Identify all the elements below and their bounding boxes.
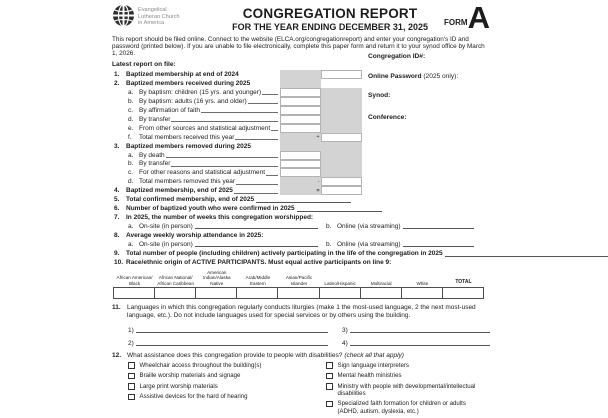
disability-option (128, 383, 326, 390)
row-number: a. (128, 223, 134, 231)
row-number: 4. (114, 187, 120, 195)
membership-row (112, 106, 362, 115)
checkbox-label: Braille worship materials and signage (139, 372, 241, 380)
value-box-col2[interactable] (321, 177, 362, 186)
value-box-col1[interactable] (280, 124, 321, 133)
language-blank-1 (128, 327, 328, 334)
row-number: d. (128, 178, 134, 186)
value-box-col1[interactable] (280, 160, 321, 169)
line-8ab (112, 240, 490, 249)
race-column-header: Asian/Pacific Islander (285, 275, 313, 286)
operator-mark: + (316, 134, 320, 141)
row-label: On-site (in person) (139, 241, 193, 249)
row-number: a. (128, 88, 134, 96)
form-header (112, 0, 490, 35)
line-7 (112, 213, 490, 222)
online-password-label (368, 73, 490, 80)
form-a-badge (444, 0, 490, 35)
race-count-cell[interactable] (319, 287, 361, 299)
membership-row (112, 97, 362, 106)
logo-line-3: in America (138, 20, 165, 27)
write-in-blank[interactable] (256, 202, 351, 203)
disability-options-right (326, 362, 490, 418)
checkbox-label: Assistive devices for the hard of hearing (139, 393, 248, 401)
race-count-cell[interactable] (442, 287, 484, 299)
race-column-header: American Indian/Alaska Native (202, 270, 231, 286)
write-in-blank[interactable] (195, 246, 318, 247)
write-in-blank[interactable] (297, 211, 382, 212)
disability-options-left (128, 362, 326, 418)
row-label: Number of baptized youth who were confirmed in 2025 (126, 205, 295, 213)
row-number: 9. (114, 250, 120, 258)
elca-globe-cross-icon (112, 4, 135, 27)
race-count-cell[interactable] (401, 287, 443, 299)
line-7b (326, 223, 474, 230)
leader-line (262, 94, 278, 95)
line-6 (112, 204, 490, 213)
row-number: b. (128, 160, 134, 168)
title-block (216, 4, 444, 32)
blank-number: 1) (128, 326, 134, 334)
value-box-col1 (280, 177, 321, 186)
row-label: By transfer (139, 115, 171, 123)
operator-mark: - (317, 178, 320, 185)
write-in-blank[interactable] (403, 246, 474, 247)
row-label: Total members received this year (139, 133, 235, 141)
membership-row (112, 168, 362, 177)
race-count-cell[interactable] (360, 287, 402, 299)
checkbox[interactable] (128, 383, 135, 390)
logo-line-1: Evangelical (138, 7, 167, 13)
value-box-col1[interactable] (280, 97, 321, 106)
value-box-col2[interactable] (321, 70, 362, 79)
row-number: d. (128, 115, 134, 123)
language-blanks-row-2 (128, 334, 490, 347)
race-table-cells (114, 287, 484, 299)
membership-row (112, 70, 362, 79)
disability-option (326, 362, 490, 369)
race-count-cell[interactable] (236, 287, 278, 299)
blank-number: 4) (342, 339, 348, 347)
row-number: c. (128, 169, 134, 177)
membership-row (112, 124, 362, 133)
row-label: Total confirmed membership, end of 2025 (126, 196, 255, 204)
row-label: Languages in which this congregation regularly conducts liturgies (make 1 the most-used language, 2 the next most-used language, etc.). Do not include languages used for special services or by others using the building. (127, 304, 476, 320)
membership-row (112, 160, 362, 169)
leader-line (236, 184, 278, 185)
row-number: b. (128, 97, 134, 105)
row-label: Race/ethnic origin of ACTIVE PARTICIPANTS. Must equal active participants on line 9: (126, 259, 392, 267)
form-word: FORM (444, 18, 468, 28)
question-text: What assistance does this congregation provide to people with disabilities? (127, 351, 343, 359)
office-use-sidebar (368, 53, 490, 121)
membership-row (112, 142, 362, 151)
leader-line (166, 157, 278, 158)
row-number: 2. (114, 80, 120, 88)
row-number: 5. (114, 196, 120, 204)
row-label: Baptized membership at end of 2024 (126, 71, 239, 79)
line-8b (326, 241, 474, 248)
race-column-header: Latino/Hispanic (324, 280, 356, 286)
value-box-col2 (321, 97, 362, 106)
race-column-header: Arab/Middle Eastern (245, 275, 271, 286)
congregation-id-label: Congregation ID#: (368, 53, 426, 60)
report-title: CONGREGATION REPORT (242, 6, 418, 21)
filing-instructions: This report should be filed online. Connect to the website (ELCA.org/congregationreport) and enter your congregation's ID and password (printed below). If you are unable to file electronically, complete this paper form and return it to your synod office by March 1, 2026. (112, 36, 485, 58)
row-number: 7. (114, 214, 120, 222)
row-number: b. (326, 223, 332, 231)
checkbox[interactable] (326, 401, 333, 408)
write-in-blank[interactable] (136, 340, 328, 346)
row-number: 6. (114, 205, 120, 213)
leader-line (271, 130, 278, 131)
row-label: On-site (in person) (139, 223, 193, 231)
language-blanks-row-1 (128, 321, 490, 334)
value-box-col2 (321, 142, 362, 151)
value-box-col1[interactable] (280, 115, 321, 124)
row-label: Baptized membership, end of 2025 (126, 187, 233, 195)
line-12 (112, 352, 490, 359)
row-label: Online (via streaming) (337, 241, 401, 249)
row-label: Online (via streaming) (337, 223, 401, 231)
leader-line (171, 166, 278, 167)
report-subtitle: FOR THE YEAR ENDING DECEMBER 31, 2025 (232, 22, 428, 32)
conference-label: Conference: (368, 114, 407, 121)
race-column-header: TOTAL (455, 279, 472, 286)
membership-row (112, 177, 362, 186)
leader-line (171, 121, 278, 122)
row-label: By affirmation of faith (139, 106, 200, 114)
disability-option (128, 362, 326, 369)
value-box-col2 (321, 124, 362, 133)
row-label (127, 352, 490, 359)
checkbox-label: Large print worship materials (139, 382, 218, 390)
language-blank-3 (342, 327, 490, 334)
operator-mark: = (316, 187, 320, 194)
race-column-header: White (416, 280, 429, 286)
value-box-col1 (280, 142, 321, 151)
value-box-col1[interactable] (280, 106, 321, 115)
membership-row (112, 133, 362, 142)
leader-line (266, 175, 278, 176)
line-8 (112, 231, 490, 240)
synod-label: Synod: (368, 92, 391, 99)
disability-option (326, 372, 490, 379)
membership-row (112, 79, 362, 88)
write-in-blank[interactable] (350, 340, 490, 346)
row-label: Total members removed this year (139, 178, 236, 186)
line-9 (112, 249, 490, 258)
row-number: 1. (114, 71, 120, 79)
row-number: f. (128, 133, 132, 141)
line-11 (112, 304, 490, 320)
checkbox-label: Wheelchair access throughout the building(s) (139, 361, 262, 369)
disability-option (326, 383, 490, 398)
elca-logo-text (138, 4, 180, 27)
disability-option (326, 400, 490, 415)
checkbox[interactable] (326, 383, 333, 390)
checkbox[interactable] (128, 362, 135, 369)
row-number: 3. (114, 142, 120, 150)
line-8a (112, 241, 326, 248)
value-box-col1[interactable] (280, 88, 321, 97)
checkbox-label: Mental health ministries (337, 372, 402, 380)
checkbox-label: Specialized faith formation for children or adults (ADHD, autism, dyslexia, etc.) (337, 400, 466, 415)
leader-line (234, 193, 278, 194)
value-box-col2[interactable] (321, 133, 362, 142)
value-box-col2 (321, 168, 362, 177)
logo-line-2: Lutheran Church (138, 13, 180, 20)
membership-row (112, 186, 362, 195)
row-label: Total number of people (including children) actively participating in the life of the congregation in 2025 (126, 250, 443, 258)
value-box-col1 (280, 70, 321, 79)
row-number: 11. (112, 304, 121, 312)
checkbox[interactable] (326, 362, 333, 369)
race-table-headers (114, 268, 484, 287)
blank-number: 2) (128, 339, 134, 347)
checkbox[interactable] (128, 394, 135, 401)
leader-line (235, 139, 278, 140)
membership-section (112, 70, 362, 195)
row-number: 8. (114, 232, 120, 240)
row-number: 12. (112, 351, 122, 359)
race-column-header: Multiracial (370, 280, 392, 286)
row-number: 10. (114, 259, 124, 267)
row-label: From other sources and statistical adjustment (139, 124, 271, 132)
password-label-bold: Online Password (368, 73, 422, 80)
value-box-col1 (280, 133, 321, 142)
leader-line (201, 112, 278, 113)
value-box-col1[interactable] (280, 151, 321, 160)
row-label: By transfer (139, 160, 171, 168)
form-letter: A (467, 0, 490, 35)
password-label-note: (2025 only): (421, 73, 459, 80)
disability-option (128, 393, 326, 400)
elca-logo (112, 4, 216, 27)
row-label: By baptism: adults (16 yrs. and older) (139, 97, 247, 105)
row-label: By baptism: children (15 yrs. and younger) (139, 88, 262, 96)
race-count-cell[interactable] (113, 287, 155, 299)
row-label: For other reasons and statistical adjustment (139, 169, 266, 177)
row-label: Average weekly worship attendance in 2025: (126, 232, 264, 240)
disability-option (128, 372, 326, 379)
race-count-cell[interactable] (195, 287, 237, 299)
row-number: a. (128, 241, 134, 249)
row-number: a. (128, 151, 134, 159)
checkbox-label: Ministry with people with developmental/intellectual disabilities (337, 382, 476, 397)
value-box-col2 (321, 88, 362, 97)
value-box-col2[interactable] (321, 186, 362, 195)
row-label: In 2025, the number of weeks this congregation worshipped: (126, 214, 314, 222)
write-in-blank[interactable] (195, 228, 318, 229)
write-in-blank[interactable] (445, 256, 608, 257)
check-all-note: (check all that apply) (344, 351, 404, 359)
value-box-col2 (321, 115, 362, 124)
race-ethnic-table (114, 268, 484, 299)
page-content (112, 0, 490, 418)
line-7a (112, 223, 326, 230)
membership-row (112, 151, 362, 160)
latest-report-label: Latest report on file: (112, 61, 176, 69)
row-label: Baptized members removed during 2025 (126, 142, 251, 150)
checkbox[interactable] (128, 373, 135, 380)
line-5 (112, 195, 490, 204)
disability-options (128, 362, 490, 418)
blank-number: 3) (342, 326, 348, 334)
write-in-blank[interactable] (136, 327, 328, 333)
language-blank-2 (128, 340, 328, 347)
checkbox[interactable] (326, 373, 333, 380)
row-label: Baptized members received during 2025 (126, 80, 251, 88)
language-blank-4 (342, 340, 490, 347)
line-10 (112, 258, 490, 267)
write-in-blank[interactable] (350, 327, 490, 333)
value-box-col1 (280, 186, 321, 195)
row-label: By death (139, 151, 165, 159)
race-column-header: African National/ African Caribbean (157, 275, 195, 286)
race-count-cell[interactable] (277, 287, 319, 299)
value-box-col2 (321, 106, 362, 115)
line-7ab (112, 222, 490, 231)
value-box-col1[interactable] (280, 168, 321, 177)
row-number: e. (128, 124, 134, 132)
membership-row (112, 115, 362, 124)
write-in-blank[interactable] (403, 228, 474, 229)
row-number: b. (326, 241, 332, 249)
row-number: c. (128, 106, 134, 114)
value-box-col2 (321, 160, 362, 169)
race-count-cell[interactable] (154, 287, 196, 299)
value-box-col2 (321, 151, 362, 160)
value-box-col2 (321, 79, 362, 88)
membership-row (112, 88, 362, 97)
checkbox-label: Sign language interpreters (337, 361, 409, 369)
leader-line (248, 103, 278, 104)
value-box-col1 (280, 79, 321, 88)
race-column-header: African American/ Black (116, 275, 153, 286)
